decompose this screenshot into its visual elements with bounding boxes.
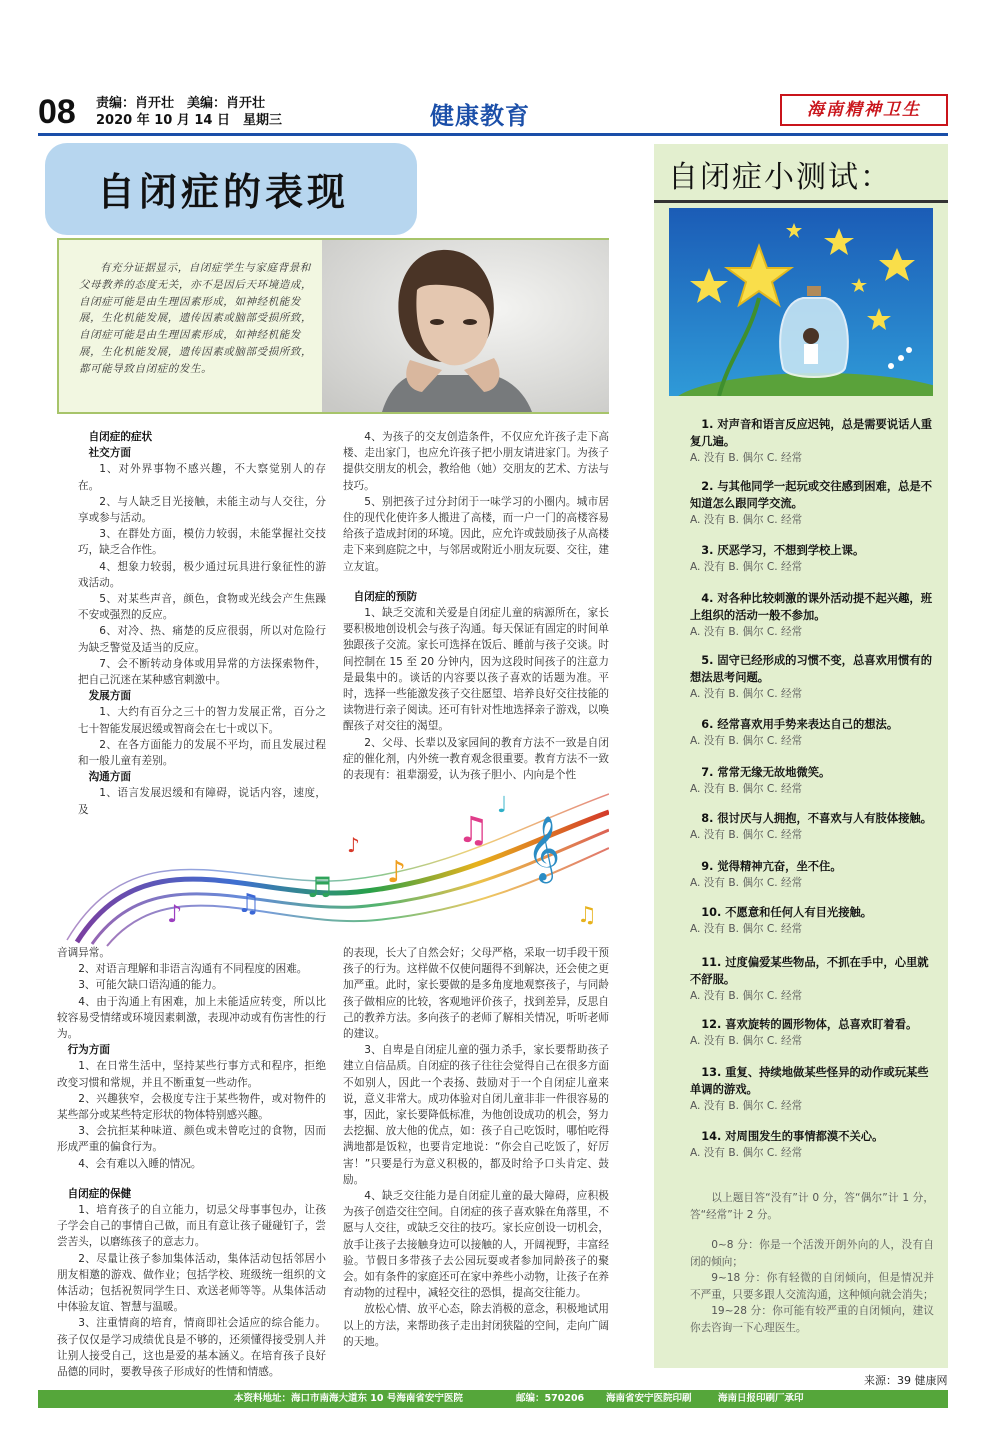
paragraph: 4、想象力较弱，极少通过玩具进行象征性的游戏活动。 — [78, 560, 326, 589]
quiz-options: A. 没有 B. 偶尔 C. 经常 — [690, 514, 803, 526]
svg-text:♪: ♪ — [347, 833, 360, 857]
quiz-item — [690, 954, 938, 1004]
paragraph: 2、尽量让孩子参加集体活动，集体活动包括邻居小朋友相邀的游戏、做作业；包括学校、班级统一组织的文体活动；包括祝贺同学生日、欢送老师等等。从集体活动中体验友谊、智慧与温暖。 — [57, 1252, 326, 1314]
scoring-block — [690, 1190, 934, 1336]
paper-name-logo: 海南精神卫生 — [780, 94, 948, 126]
paragraph: 4、会有难以入睡的情况。 — [78, 1157, 202, 1170]
quiz-item — [690, 590, 938, 640]
article-column-1-top — [78, 429, 326, 818]
quiz-question: 1. 对声音和语言反应迟钝，总是需要说话人重复几遍。 — [690, 418, 933, 448]
intro-box — [57, 238, 609, 414]
paragraph: 3、自卑是自闭症儿童的强力杀手，家长要帮助孩子建立自信品质。自闭症的孩子往往会觉得自己在很多方面不如别人，因此一个表扬、鼓励对于一个自闭症儿童来说，意义非常大。成功体验对自闭儿童非非一件很容易的事，因此，家长要降低标准，为他创设成功的机会，努力去挖掘、放大他的优点，如：孩子自己吃饭时，哪怕吃得满地都是饭粒，也要肯定地说：“你会自己吃饭了，好厉害！”只要是行为意义积极的，都及时给予口头肯定、鼓励。 — [343, 1044, 609, 1186]
quiz-options: A. 没有 B. 偶尔 C. 经常 — [690, 452, 803, 464]
quiz-options: A. 没有 B. 偶尔 C. 经常 — [690, 829, 803, 841]
svg-text:♩: ♩ — [497, 793, 508, 818]
article-column-2-bottom — [343, 945, 609, 1350]
scoring-level: 9~18 分：你有轻微的自闭倾向，但是情况并不严重，只要多跟人交流沟通，这种倾向就会消失； — [690, 1272, 934, 1301]
quiz-options: A. 没有 B. 偶尔 C. 经常 — [690, 990, 803, 1002]
subheading: 行为方面 — [67, 1044, 110, 1057]
paragraph: 2、在各方面能力的发展不平均，而且发展过程和一般儿童有差别。 — [78, 738, 326, 768]
svg-text:♫: ♫ — [457, 810, 490, 851]
paragraph: 1、在日常生活中，坚持某些行事方式和程序，拒绝改变习惯和常规，并且不断重复一些动作。 — [57, 1060, 326, 1089]
editors-block — [96, 95, 282, 129]
paragraph: 3、会抗拒某种味道、颜色或未曾吃过的食物，因而形成严重的偏食行为。 — [57, 1125, 326, 1154]
quiz-item — [690, 652, 938, 702]
quiz-options: A. 没有 B. 偶尔 C. 经常 — [690, 783, 803, 795]
paragraph: 1、语言发展迟缓和有障碍，说话内容，速度，及 — [78, 787, 326, 816]
quiz-item — [690, 542, 938, 575]
intro-text: 有充分证据显示，自闭症学生与家庭背景和父母教养的态度无关，亦不是因后天环境造成，自闭症可能是由生理因素形成，如神经机能发展，生化机能发展，遗传因素或脑部受损所致，自闭症可能是由生理因素形成，如神经机能发展，生化机能发展，遗传因素或脑部受损所致，都可能导致自闭症的发生。 — [79, 262, 313, 375]
date-line: 2020 年 10 月 14 日 星期三 — [96, 113, 282, 128]
quiz-question: 3. 厌恶学习，不想到学校上课。 — [701, 544, 865, 557]
svg-text:♪: ♪ — [167, 900, 183, 928]
quiz-question: 6. 经常喜欢用手势来表达自己的想法。 — [701, 718, 899, 731]
quiz-options: A. 没有 B. 偶尔 C. 经常 — [690, 1100, 803, 1112]
scoring-level: 19~28 分：你可能有较严重的自闭倾向，建议你去咨询一下心理医生。 — [690, 1305, 934, 1334]
quiz-question: 14. 对周围发生的事情都漠不关心。 — [701, 1130, 884, 1143]
quiz-item — [690, 764, 938, 797]
paragraph: 2、对语言理解和非语言沟通有不同程度的困难。 — [78, 963, 308, 976]
paragraph: 1、大约有百分之三十的智力发展正常，百分之七十智能发展迟缓或智商会在七十或以下。 — [78, 706, 326, 735]
footer-bar — [38, 1390, 948, 1408]
quiz-sidebar — [654, 144, 948, 1368]
boy-photo — [322, 240, 609, 412]
paragraph: 3、在群处方面，模仿力较弱，未能掌握社交技巧，缺乏合作性。 — [78, 528, 326, 557]
quiz-item — [690, 810, 938, 843]
quiz-item — [690, 1128, 938, 1161]
quiz-question: 12. 喜欢旋转的圆形物体，总喜欢盯着看。 — [701, 1018, 918, 1031]
music-notes-illustration — [57, 772, 609, 952]
paragraph: 4、为孩子的交友创造条件，不仅应允许孩子走下高楼、走出家门，也应允许孩子把小朋友请进家门。为孩子提供交朋友的机会，教给他（她）交朋友的艺术、方法与技巧。 — [343, 431, 609, 492]
quiz-question: 10. 不愿意和任何人有目光接触。 — [701, 906, 873, 919]
paragraph: 3、可能欠缺口语沟通的能力。 — [78, 979, 223, 992]
subheading: 发展方面 — [88, 690, 131, 703]
paragraph: 放松心情、放平心态，除去消极的意念，积极地试用以上的方法，来帮助孩子走出封闭狭隘的空间，走向广阔的天地。 — [343, 1303, 609, 1348]
svg-text:♬: ♬ — [307, 871, 333, 904]
paragraph: 1、培育孩子的自立能力，切忌父母事事包办，让孩子学会自己的事情自己做，而且有意让孩子碰碰钉子，尝尝苦头，以磨练孩子的意志力。 — [57, 1204, 326, 1249]
svg-text:♫: ♫ — [237, 889, 261, 919]
paragraph: 音调异常。 — [57, 947, 110, 959]
paragraph: 3、注重情商的培育，情商即社会适应的综合能力。孩子仅仅是学习成绩优良是不够的，还须懂得接受别人并让别人接受自己，这也是爱的基本涵义。在培育孩子良好品德的同时，要教导孩子形成好的性情和情感。 — [57, 1317, 326, 1379]
scoring-level: 0~8 分：你是一个活泼开朗外向的人，没有自闭的倾向； — [690, 1239, 934, 1268]
paragraph: 2、兴趣狭窄，会极度专注于某些物件，或对物件的某些部分或某些特定形状的物体特别感兴趣。 — [57, 1092, 326, 1122]
quiz-options: A. 没有 B. 偶尔 C. 经常 — [690, 626, 803, 638]
subheading: 自闭症的症状 — [88, 431, 153, 443]
quiz-question: 13. 重复、持续地做某些怪异的动作或玩某些单调的游戏。 — [690, 1066, 929, 1096]
quiz-item — [690, 1016, 938, 1049]
svg-text:♪: ♪ — [387, 855, 407, 890]
quiz-options: A. 没有 B. 偶尔 C. 经常 — [690, 561, 803, 573]
article-column-1-bottom — [57, 945, 326, 1380]
paragraph: 5、别把孩子过分封闭于一味学习的小圈内。城市居住的现代化使许多人搬进了高楼，而一户一门的高楼容易给孩子造成封闭的环境。因此，应允许或鼓励孩子从高楼走下来到庭院之中，与邻居或附近小朋友玩耍、交往，建立友谊。 — [343, 495, 609, 573]
quiz-question: 9. 觉得精神亢奋，坐不住。 — [701, 860, 842, 873]
quiz-options: A. 没有 B. 偶尔 C. 经常 — [690, 735, 803, 747]
subheading: 沟通方面 — [88, 771, 131, 784]
quiz-question: 4. 对各种比较刺激的课外活动提不起兴趣，班上组织的活动一般不参加。 — [690, 592, 933, 622]
article-column-2-top — [343, 429, 609, 783]
masthead — [38, 92, 948, 132]
quiz-item — [690, 716, 938, 749]
headline-banner — [45, 143, 417, 235]
quiz-item — [690, 858, 938, 891]
quiz-question: 7. 常常无缘无故地微笑。 — [701, 766, 831, 779]
svg-text:𝄞: 𝄞 — [527, 816, 561, 881]
quiz-item — [690, 478, 938, 528]
quiz-question: 5. 固守已经形成的习惯不变，总喜欢用惯有的想法思考问题。 — [690, 654, 933, 684]
svg-text:♫: ♫ — [577, 903, 597, 928]
paragraph: 7、会不断转动身体或用异常的方法探索物件，把自己沉迷在某种感官刺激中。 — [78, 657, 326, 687]
article-headline: 自闭症的表现 — [97, 170, 350, 214]
page-number: 08 — [38, 93, 76, 131]
quiz-item — [690, 904, 938, 937]
quiz-item — [690, 416, 938, 466]
quiz-title-rule — [654, 200, 948, 203]
paragraph: 1、缺乏交流和关爱是自闭症儿童的病源所在，家长要积极地创设机会与孩子沟通。每天保证有固定的时间单独跟孩子交流。家长可选择在饭后、睡前与孩子交谈。时间控制在 15 至 20 分钟内，因为这段时间孩子的注意力是最集中的。谈话的内容要以孩子喜欢的话题为准。平时，选择一些能激发孩子交往愿望、培养良好交往技能的读物进行亲子阅读。还可有针对性地选择亲子游戏，以唤醒孩子对交往的渴望。 — [343, 607, 609, 733]
quiz-options: A. 没有 B. 偶尔 C. 经常 — [690, 688, 803, 700]
scoring-intro: 以上题目答“没有”计 0 分，答“偶尔”计 1 分，答“经常”计 2 分。 — [690, 1192, 934, 1221]
section-title: 健康教育 — [430, 102, 530, 130]
paragraph: 4、缺乏交往能力是自闭症儿童的最大障碍，应积极为孩子创造交往空间。自闭症的孩子喜欢躲在角落里，不愿与人交往，或缺乏交往的技巧。家长应创设一切机会，放手让孩子去接触身边可以接触的人，开阔视野，丰富经验。节假日多带孩子去公园玩耍或者参加同龄孩子的聚会。如有条件的家庭还可在家中养些小动物，让孩子在养育动物的过程中，减轻交往的恐惧，提高交往能力。 — [343, 1190, 609, 1300]
footer-postcode: 邮编：570206 — [516, 1393, 585, 1404]
quiz-options: A. 没有 B. 偶尔 C. 经常 — [690, 1035, 803, 1047]
paragraph: 1、对外界事物不感兴趣，不大察觉别人的存在。 — [78, 463, 326, 492]
subheading: 社交方面 — [88, 447, 131, 460]
footer-printer: 海南省安宁医院印刷 — [606, 1393, 692, 1404]
paragraph: 5、对某些声音，颜色，食物或光线会产生焦躁不安或强烈的反应。 — [78, 593, 326, 622]
stars-bottle-illustration — [669, 208, 933, 396]
subheading: 自闭症的保健 — [67, 1187, 132, 1200]
paragraph: 2、父母、长辈以及家园间的教育方法不一致是自闭症的催化剂，内外统一教育观念很重要。教育方法不一致的表现有：祖辈溺爱，认为孩子胆小、内向是个性 — [343, 736, 609, 782]
source-credit: 来源：39 健康网 — [864, 1374, 948, 1387]
paragraph: 2、与人缺乏目光接触，未能主动与人交往，分享或参与活动。 — [78, 495, 326, 525]
quiz-question: 8. 很讨厌与人拥抱，不喜欢与人有肢体接触。 — [701, 812, 933, 825]
quiz-question: 2. 与其他同学一起玩或交往感到困难，总是不知道怎么跟同学交流。 — [690, 480, 933, 510]
editors-line: 责编：肖开壮 美编：肖开壮 — [96, 96, 266, 111]
paragraph: 6、对冷、热、痛楚的反应很弱，所以对危险行为缺乏警觉及适当的反应。 — [78, 625, 326, 654]
masthead-rule — [38, 133, 948, 136]
quiz-item — [690, 1064, 938, 1114]
quiz-options: A. 没有 B. 偶尔 C. 经常 — [690, 1147, 803, 1159]
paragraph: 的表现，长大了自然会好；父母严格，采取一切手段干预孩子的行为。这样做不仅使问题得不到解决，还会使之更加严重。此时，家长要做的是多角度地观察孩子，与同龄孩子做相应的比较，客观地评价孩子，找到差异，反思自己的教养方法。多向孩子的老师了解相关情况，听听老师的建议。 — [343, 947, 609, 1041]
quiz-title: 自闭症小测试： — [668, 160, 892, 195]
paragraph: 4、由于沟通上有困难，加上未能适应转变，所以比较容易受情绪或环境因素刺激，表现冲动或有伤害性的行为。 — [57, 995, 326, 1041]
footer-address: 本资料地址：海口市南海大道东 10 号海南省安宁医院 — [234, 1393, 463, 1404]
subheading: 自闭症的预防 — [353, 590, 418, 603]
footer-printer-2: 海南日报印刷厂承印 — [718, 1393, 804, 1404]
quiz-question: 11. 过度偏爱某些物品，不抓在手中，心里就不舒服。 — [690, 956, 929, 986]
quiz-options: A. 没有 B. 偶尔 C. 经常 — [690, 923, 803, 935]
quiz-options: A. 没有 B. 偶尔 C. 经常 — [690, 877, 803, 889]
